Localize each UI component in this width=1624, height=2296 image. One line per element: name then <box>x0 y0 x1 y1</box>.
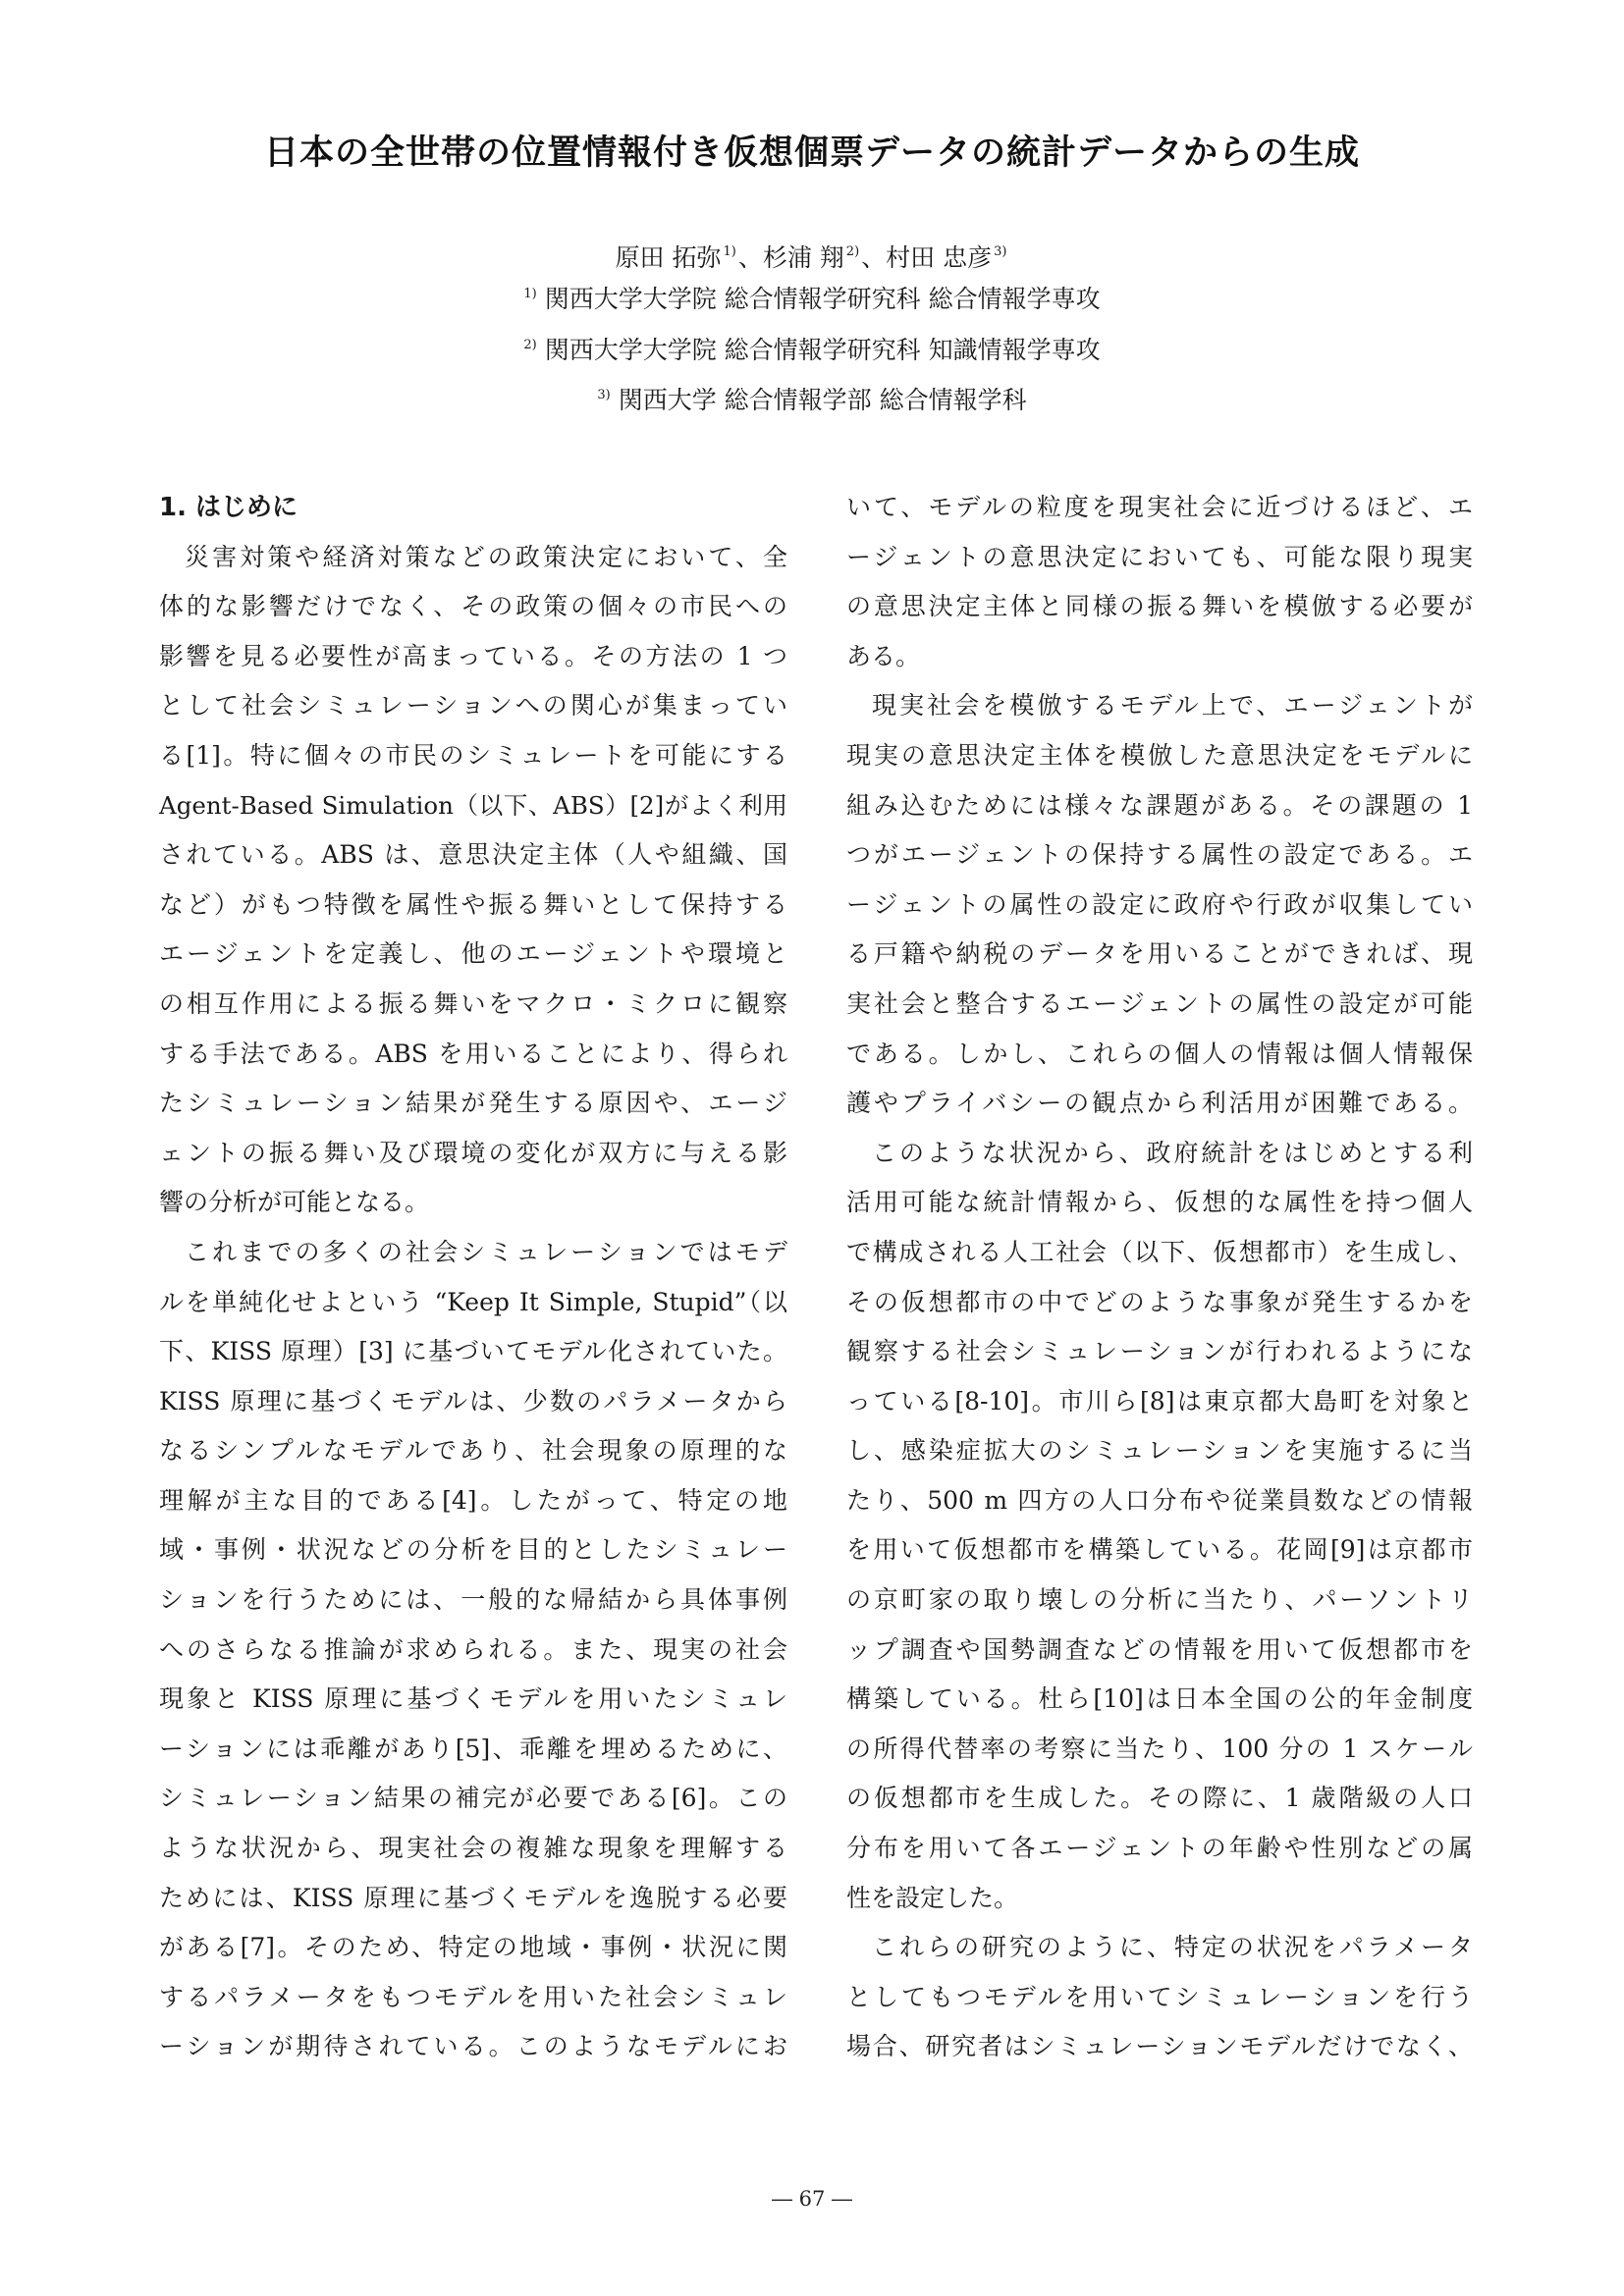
text-line: し、感染症拡大のシミュレーションを実施するに当 <box>846 1436 1473 1466</box>
text-line: 影響を見る必要性が高まっている。その方法の 1 つ <box>159 641 787 670</box>
text-line: 分布を用いて各エージェントの年齢や性別などの属 <box>846 1834 1473 1863</box>
affiliation-2 <box>0 334 1624 372</box>
right-column <box>846 483 1473 2072</box>
author-affiliation-mark: 1) <box>723 244 736 259</box>
text-line: 構築している。杜ら[10]は日本全国の公的年金制度 <box>846 1684 1473 1714</box>
text-line: がある[7]。そのため、特定の地域・事例・状況に関 <box>159 1933 787 1962</box>
text-line: 域・事例・状況などの分析を目的としたシミュレー <box>159 1535 787 1565</box>
text-line: で構成される人工社会（以下、仮想都市）を生成し、 <box>846 1237 1473 1266</box>
left-column <box>159 483 787 2072</box>
author-name: 杉浦 翔 <box>762 243 844 272</box>
text-line: これらの研究のように、特定の状況をパラメータ <box>872 1933 1473 1962</box>
text-line: 下、KISS 原理）[3] に基づいてモデル化されていた。 <box>159 1337 787 1366</box>
section-heading: 1. はじめに <box>159 493 298 522</box>
paper-title: 日本の全世帯の位置情報付き仮想個票データの統計データからの生成 <box>263 133 1360 173</box>
author-affiliation-mark: 3) <box>994 244 1007 259</box>
text-line: 現実の意思決定主体を模倣した意思決定をモデルに <box>846 740 1473 770</box>
affiliation-mark: 3) <box>597 388 611 402</box>
text-line: エージェントを定義し、他のエージェントや環境と <box>159 939 787 969</box>
affiliation-text: 関西大学 総合情報学部 総合情報学科 <box>618 386 1027 414</box>
text-line: するパラメータをもつモデルを用いた社会シミュレ <box>159 1982 787 2011</box>
text-line: 性を設定した。 <box>846 1883 1019 1912</box>
affiliation-mark: 2) <box>523 338 537 352</box>
author-name: 原田 拓弥 <box>615 243 722 272</box>
text-line: ーションが期待されている。このようなモデルにお <box>159 2032 787 2061</box>
text-line: の仮想都市を生成した。その際に、1 歳階級の人口 <box>846 1784 1473 1813</box>
author-name: 村田 忠彦 <box>886 243 993 272</box>
text-line: 理解が主な目的である[4]。したがって、特定の地 <box>159 1485 787 1515</box>
text-line: 観察する社会シミュレーションが行われるようにな <box>846 1337 1473 1366</box>
text-line: の相互作用による振る舞いをマクロ・ミクロに観察 <box>159 988 787 1018</box>
affiliation-text: 関西大学大学院 総合情報学研究科 総合情報学専攻 <box>544 285 1101 313</box>
text-line: する手法である。ABS を用いることにより、得られ <box>159 1039 787 1068</box>
text-line: 護やプライバシーの観点から利活用が困難である。 <box>846 1089 1473 1118</box>
text-line: ションを行うためには、一般的な帰結から具体事例 <box>159 1585 787 1615</box>
text-line: ェントの振る舞い及び環境の変化が双方に与える影 <box>159 1138 787 1167</box>
text-line: っている[8-10]。市川ら[8]は東京都大島町を対象と <box>846 1386 1473 1415</box>
author-affiliation-mark: 2) <box>845 244 860 259</box>
text-line: へのさらなる推論が求められる。また、現実の社会 <box>159 1634 787 1664</box>
affiliation-1 <box>0 283 1624 321</box>
page-number: ― 67 ― <box>771 2187 853 2211</box>
text-line: ルを単純化せよという “Keep It Simple, Stupid”（以 <box>159 1287 787 1316</box>
text-line: いて、モデルの粒度を現実社会に近づけるほど、エ <box>846 493 1473 521</box>
text-line: 災害対策や経済対策などの政策決定において、全 <box>185 542 787 571</box>
text-line: としてもつモデルを用いてシミュレーションを行う <box>846 1982 1473 2011</box>
left-column-body <box>159 533 787 2072</box>
text-line: 体的な影響だけでなく、その政策の個々の市民への <box>159 592 787 621</box>
text-line: シミュレーション結果の補完が必要である[6]。この <box>159 1784 787 1813</box>
text-line: ためには、KISS 原理に基づくモデルを逸脱する必要 <box>159 1883 787 1912</box>
text-line: 現象と KISS 原理に基づくモデルを用いたシミュレ <box>159 1684 787 1714</box>
text-line: る[1]。特に個々の市民のシミュレートを可能にする <box>159 740 787 770</box>
text-line: 現実社会を模倣するモデル上で、エージェントが <box>872 691 1473 721</box>
text-line: を用いて仮想都市を構築している。花岡[9]は京都市 <box>846 1535 1473 1565</box>
text-line: なるシンプルなモデルであり、社会現象の原理的な <box>159 1436 787 1466</box>
text-line: このような状況から、政府統計をはじめとする利 <box>872 1138 1473 1167</box>
text-line: ーションには乖離があり[5]、乖離を埋めるために、 <box>159 1734 787 1763</box>
text-line: 響の分析が可能となる。 <box>159 1188 430 1217</box>
text-line: その仮想都市の中でどのような事象が発生するかを <box>846 1287 1473 1316</box>
author-separator: 、 <box>737 243 763 272</box>
text-line: である。しかし、これらの個人の情報は個人情報保 <box>846 1039 1473 1068</box>
author-separator: 、 <box>861 243 887 272</box>
text-line: など）がもつ特徴を属性や振る舞いとして保持する <box>159 889 787 919</box>
text-line: たシミュレーション結果が発生する原因や、エージ <box>159 1089 787 1118</box>
affiliation-mark: 1) <box>523 287 537 301</box>
text-line: の所得代替率の考察に当たり、100 分の 1 スケール <box>846 1734 1473 1763</box>
author-list <box>0 236 1624 275</box>
right-column-body <box>846 483 1473 2072</box>
affiliation-text: 関西大学大学院 総合情報学研究科 知識情報学専攻 <box>544 336 1101 364</box>
text-line: これまでの多くの社会シミュレーションではモデ <box>185 1237 787 1266</box>
text-line: る戸籍や納税のデータを用いることができれば、現 <box>846 939 1473 969</box>
text-line: 実社会と整合するエージェントの属性の設定が可能 <box>846 988 1473 1018</box>
text-line: ージェントの属性の設定に政府や行政が収集してい <box>846 889 1473 919</box>
text-line: たり、500 m 四方の人口分布や従業員数などの情報 <box>846 1485 1473 1515</box>
text-line: 場合、研究者はシミュレーションモデルだけでなく、 <box>846 2032 1473 2061</box>
text-line: として社会シミュレーションへの関心が集まってい <box>159 691 787 721</box>
text-line: KISS 原理に基づくモデルは、少数のパラメータから <box>159 1386 787 1415</box>
text-line: ある。 <box>846 641 921 670</box>
text-line: 組み込むためには様々な課題がある。その課題の 1 <box>846 790 1473 820</box>
affiliation-3 <box>0 384 1624 422</box>
text-line: の意思決定主体と同様の振る舞いを模倣する必要が <box>846 592 1473 621</box>
text-line: Agent-Based Simulation（以下、ABS）[2]がよく利用 <box>159 790 787 820</box>
text-line: ップ調査や国勢調査などの情報を用いて仮想都市を <box>846 1634 1473 1664</box>
text-line: 活用可能な統計情報から、仮想的な属性を持つ個人 <box>846 1188 1473 1217</box>
text-line: されている。ABS は、意思決定主体（人や組織、国 <box>159 840 787 870</box>
text-line: の京町家の取り壊しの分析に当たり、パーソントリ <box>846 1585 1473 1615</box>
text-line: ような状況から、現実社会の複雑な現象を理解する <box>159 1834 787 1863</box>
text-line: ージェントの意思決定においても、可能な限り現実 <box>846 542 1473 571</box>
text-line: つがエージェントの保持する属性の設定である。エ <box>846 840 1473 870</box>
